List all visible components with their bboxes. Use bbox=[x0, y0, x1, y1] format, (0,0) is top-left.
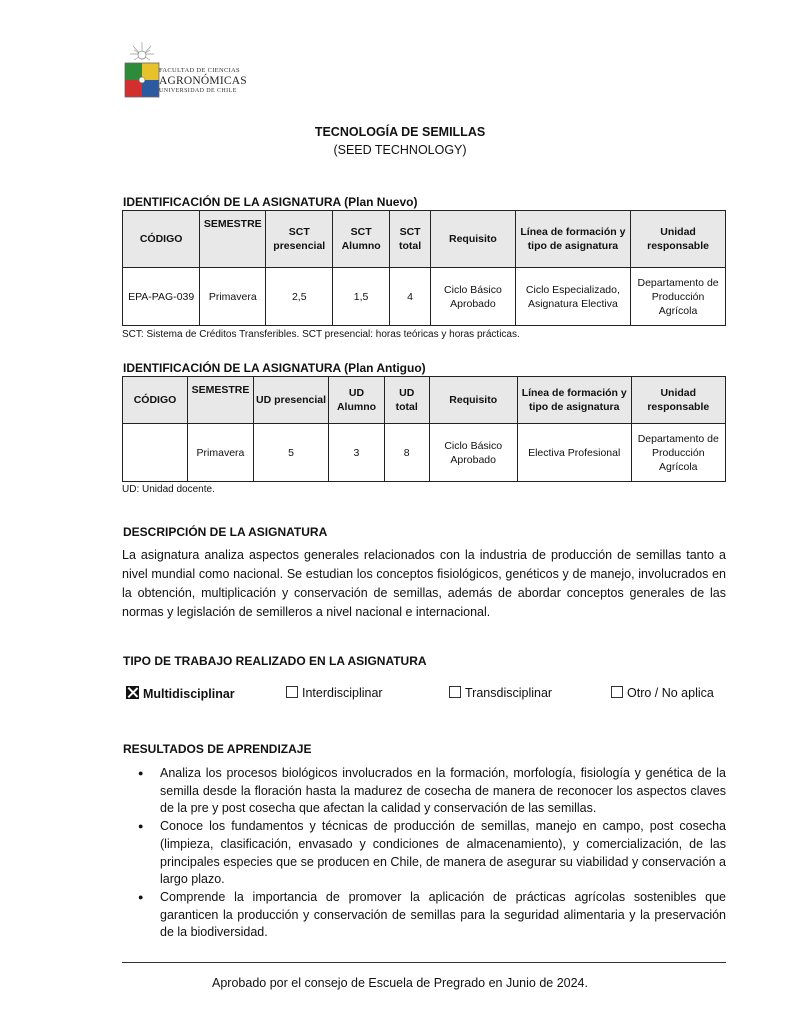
table-cell-total: 4 bbox=[389, 268, 430, 326]
plan-antiguo-heading: IDENTIFICACIÓN DE LA ASIGNATURA (Plan Antiguo) bbox=[123, 361, 426, 375]
column-header: Requisito bbox=[431, 211, 516, 268]
column-header: Línea de formación y tipo de asignatura bbox=[517, 377, 631, 424]
table-cell-total: 8 bbox=[384, 424, 429, 482]
table-cell-unidad: Departamento de Producción Agrícola bbox=[631, 268, 726, 326]
column-header: UD Alumno bbox=[329, 377, 385, 424]
footer-divider bbox=[122, 962, 726, 963]
ud-note: UD: Unidad docente. bbox=[122, 484, 215, 495]
option-transdisciplinar[interactable] bbox=[449, 686, 552, 700]
descripcion-heading: DESCRIPCIÓN DE LA ASIGNATURA bbox=[123, 525, 328, 539]
list-item: ● Analiza los procesos biológicos involucrados en la formación, morfología, fisiología y genética de la semilla desde la floración hasta la madurez de cosecha de manera de reconocer los aspectos claves de la pre y post cosecha que afectan la calidad y conservación de las semillas. bbox=[140, 765, 726, 818]
table-cell-semestre: Primavera bbox=[200, 268, 266, 326]
column-header: SEMESTRE bbox=[187, 377, 253, 424]
checked-checkbox-icon[interactable] bbox=[126, 686, 139, 699]
table-cell-codigo: EPA-PAG-039 bbox=[123, 268, 200, 326]
option-label: Interdisciplinar bbox=[302, 686, 383, 700]
table-cell-semestre: Primavera bbox=[187, 424, 253, 482]
descripcion-text: La asignatura analiza aspectos generales relacionados con la industria de producción de semillas tanto a nivel mundial como nacional. Se estudian los conceptos fisiológicos, genéticos y de manejo, involucrados en la obtención, multiplicación y conservación de semillas, además de abordar conceptos generales de las normas y legislación de semilleros a nivel nacional e internacional. bbox=[122, 548, 726, 619]
column-header: SEMESTRE bbox=[200, 211, 266, 268]
table-cell-unidad: Departamento de Producción Agrícola bbox=[631, 424, 725, 482]
option-multidisciplinar[interactable] bbox=[126, 686, 235, 701]
logo-name-line: AGRONÓMICAS bbox=[159, 74, 247, 87]
sct-note: SCT: Sistema de Créditos Transferibles. SCT presencial: horas teóricas y horas prácticas. bbox=[122, 329, 520, 340]
option-interdisciplinar[interactable] bbox=[286, 686, 383, 700]
table-cell-presencial: 5 bbox=[253, 424, 328, 482]
resultados-heading: RESULTADOS DE APRENDIZAJE bbox=[123, 742, 312, 756]
table-cell-alumno: 1,5 bbox=[333, 268, 390, 326]
table-header-row bbox=[123, 377, 726, 424]
table-cell-alumno: 3 bbox=[329, 424, 385, 482]
column-header: SCT Alumno bbox=[333, 211, 390, 268]
list-item: ● Comprende la importancia de promover la aplicación de prácticas agrícolas sostenibles que garanticen la producción y conservación de semillas para la seguridad alimentaria y la preservación de la biodiversidad. bbox=[140, 889, 726, 942]
column-header: SCT presencial bbox=[266, 211, 333, 268]
column-header: UD presencial bbox=[253, 377, 328, 424]
list-item: ● Conoce los fundamentos y técnicas de producción de semillas, manejo en campo, post cosecha (limpieza, clasificación, envasado y condiciones de almacenamiento), y comercialización, de las principales especies que se producen en Chile, de manera de asegurar su viabilidad y conservación a largo plazo. bbox=[140, 818, 726, 889]
table-cell-codigo bbox=[123, 424, 188, 482]
table-header-row bbox=[123, 211, 726, 268]
option-label: Otro / No aplica bbox=[627, 686, 714, 700]
column-header: Requisito bbox=[429, 377, 517, 424]
page-subtitle: (SEED TECHNOLOGY) bbox=[333, 143, 467, 157]
work-type-options bbox=[124, 686, 734, 706]
column-header: SCT total bbox=[389, 211, 430, 268]
option-label: Transdisciplinar bbox=[465, 686, 553, 700]
page-title: TECNOLOGÍA DE SEMILLAS bbox=[314, 125, 486, 139]
tipo-trabajo-heading: TIPO DE TRABAJO REALIZADO EN LA ASIGNATURA bbox=[123, 654, 427, 668]
logo-university-line: UNIVERSIDAD DE CHILE bbox=[159, 88, 237, 94]
table-row bbox=[123, 268, 726, 326]
column-header: Línea de formación y tipo de asignatura bbox=[515, 211, 630, 268]
faculty-logo bbox=[122, 40, 262, 102]
column-header: UD total bbox=[384, 377, 429, 424]
university-crest-icon bbox=[122, 40, 162, 102]
unchecked-checkbox-icon[interactable] bbox=[286, 686, 298, 698]
learning-outcomes-list bbox=[140, 765, 726, 942]
unchecked-checkbox-icon[interactable] bbox=[611, 686, 623, 698]
plan-nuevo-heading: IDENTIFICACIÓN DE LA ASIGNATURA (Plan Nuevo) bbox=[123, 195, 418, 209]
option-otro[interactable] bbox=[611, 686, 714, 700]
option-label: Multidisciplinar bbox=[143, 687, 235, 701]
plan-antiguo-table bbox=[122, 376, 726, 482]
approval-footer: Aprobado por el consejo de Escuela de Pregrado en Junio de 2024. bbox=[212, 976, 588, 990]
table-cell-requisito: Ciclo Básico Aprobado bbox=[429, 424, 517, 482]
unchecked-checkbox-icon[interactable] bbox=[449, 686, 461, 698]
table-cell-linea: Ciclo Especializado, Asignatura Electiva bbox=[515, 268, 630, 326]
table-cell-presencial: 2,5 bbox=[266, 268, 333, 326]
column-header: Unidad responsable bbox=[631, 377, 725, 424]
column-header: Unidad responsable bbox=[631, 211, 726, 268]
column-header: CÓDIGO bbox=[123, 377, 188, 424]
logo-text bbox=[159, 68, 247, 94]
table-cell-linea: Electiva Profesional bbox=[517, 424, 631, 482]
table-row bbox=[123, 424, 726, 482]
table-cell-requisito: Ciclo Básico Aprobado bbox=[431, 268, 516, 326]
logo-faculty-line: FACULTAD DE CIENCIAS bbox=[159, 67, 240, 74]
plan-nuevo-table bbox=[122, 210, 726, 326]
column-header: CÓDIGO bbox=[123, 211, 200, 268]
